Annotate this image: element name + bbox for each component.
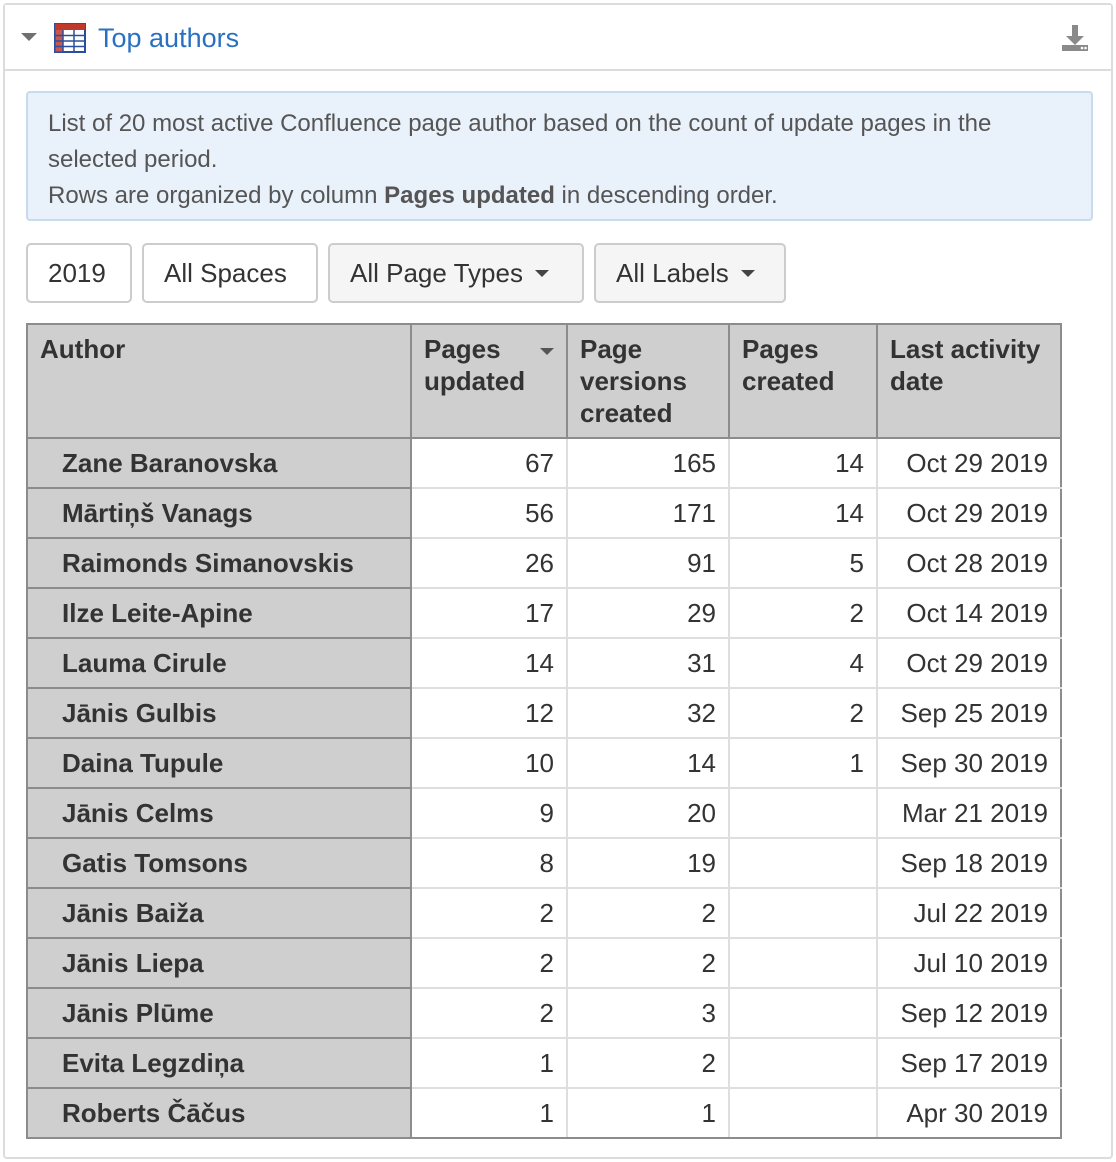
pages-updated-cell: 14	[411, 638, 567, 688]
info-line-1: List of 20 most active Confluence page author based on the count of update pages in the selected period.	[48, 110, 992, 173]
pages-updated-cell: 67	[411, 438, 567, 488]
sort-descending-icon	[540, 348, 554, 355]
pages-created-cell: 14	[729, 438, 877, 488]
author-cell: Zane Baranovska	[27, 438, 411, 488]
last-activity-cell: Sep 18 2019	[877, 838, 1061, 888]
panel-header	[5, 5, 1111, 71]
top-authors-panel	[3, 3, 1113, 1159]
info-line-2-bold: Pages updated	[384, 182, 555, 209]
page-versions-cell: 14	[567, 738, 729, 788]
page-versions-cell: 29	[567, 588, 729, 638]
pages-created-cell: 5	[729, 538, 877, 588]
table-row	[27, 988, 1061, 1038]
info-line-2-suffix: in descending order.	[554, 182, 778, 209]
table-header-row	[27, 324, 1061, 438]
last-activity-cell: Oct 29 2019	[877, 438, 1061, 488]
last-activity-cell: Sep 25 2019	[877, 688, 1061, 738]
author-cell: Jānis Celms	[27, 788, 411, 838]
author-cell: Raimonds Simanovskis	[27, 538, 411, 588]
info-line-2-prefix: Rows are organized by column	[48, 182, 385, 209]
page-versions-cell: 31	[567, 638, 729, 688]
last-activity-cell: Sep 17 2019	[877, 1038, 1061, 1088]
last-activity-cell: Sep 12 2019	[877, 988, 1061, 1038]
pages-updated-cell: 2	[411, 888, 567, 938]
pages-updated-cell: 1	[411, 1038, 567, 1088]
column-header-page-versions-created[interactable]: Page versions created	[567, 324, 729, 438]
pages-updated-cell: 8	[411, 838, 567, 888]
collapse-toggle-icon[interactable]	[21, 33, 37, 41]
authors-table	[26, 323, 1062, 1139]
column-header-pages-updated[interactable]	[411, 324, 567, 438]
page-versions-cell: 165	[567, 438, 729, 488]
pages-updated-cell: 9	[411, 788, 567, 838]
table-row	[27, 588, 1061, 638]
page-versions-cell: 171	[567, 488, 729, 538]
pages-updated-cell: 10	[411, 738, 567, 788]
pages-created-cell: 2	[729, 688, 877, 738]
table-body	[27, 438, 1061, 1138]
chevron-down-icon	[535, 270, 549, 277]
author-cell: Gatis Tomsons	[27, 838, 411, 888]
pages-updated-cell: 17	[411, 588, 567, 638]
page-types-label: All Page Types	[350, 257, 523, 288]
last-activity-cell: Oct 14 2019	[877, 588, 1061, 638]
pages-created-cell	[729, 938, 877, 988]
labels-label: All Labels	[616, 257, 729, 288]
table-row	[27, 638, 1061, 688]
last-activity-cell: Apr 30 2019	[877, 1088, 1061, 1138]
pages-created-cell	[729, 1038, 877, 1088]
pages-updated-cell: 2	[411, 988, 567, 1038]
pages-updated-cell: 1	[411, 1088, 567, 1138]
pages-updated-cell: 56	[411, 488, 567, 538]
chevron-down-icon	[741, 270, 755, 277]
last-activity-cell: Sep 30 2019	[877, 738, 1061, 788]
pages-updated-label: Pages updated	[424, 334, 526, 396]
pages-created-cell	[729, 838, 877, 888]
page-versions-cell: 91	[567, 538, 729, 588]
table-row	[27, 688, 1061, 738]
info-line-2	[48, 178, 1071, 214]
last-activity-cell: Oct 29 2019	[877, 638, 1061, 688]
pages-updated-cell: 2	[411, 938, 567, 988]
pages-created-cell: 1	[729, 738, 877, 788]
author-cell: Jānis Plūme	[27, 988, 411, 1038]
column-header-pages-created[interactable]: Pages created	[729, 324, 877, 438]
table-row	[27, 938, 1061, 988]
author-cell: Daina Tupule	[27, 738, 411, 788]
author-cell: Ilze Leite-Apine	[27, 588, 411, 638]
last-activity-cell: Mar 21 2019	[877, 788, 1061, 838]
year-filter-button[interactable]	[26, 243, 132, 303]
last-activity-cell: Oct 29 2019	[877, 488, 1061, 538]
page-versions-cell: 1	[567, 1088, 729, 1138]
table-row	[27, 438, 1061, 488]
author-cell: Jānis Baiža	[27, 888, 411, 938]
last-activity-cell: Jul 10 2019	[877, 938, 1061, 988]
column-header-last-activity-date[interactable]: Last activity date	[877, 324, 1061, 438]
table-row	[27, 1038, 1061, 1088]
page-versions-cell: 2	[567, 938, 729, 988]
spaces-filter-button[interactable]	[142, 243, 318, 303]
page-versions-cell: 2	[567, 888, 729, 938]
pages-created-cell: 4	[729, 638, 877, 688]
table-row	[27, 838, 1061, 888]
last-activity-cell: Oct 28 2019	[877, 538, 1061, 588]
page-versions-cell: 32	[567, 688, 729, 738]
table-row	[27, 738, 1061, 788]
table-row	[27, 538, 1061, 588]
pages-created-cell	[729, 988, 877, 1038]
pages-created-cell	[729, 1088, 877, 1138]
table-row	[27, 488, 1061, 538]
author-cell: Lauma Cirule	[27, 638, 411, 688]
pages-created-cell: 14	[729, 488, 877, 538]
pages-updated-cell: 12	[411, 688, 567, 738]
author-cell: Jānis Liepa	[27, 938, 411, 988]
info-box	[26, 91, 1093, 221]
page-versions-cell: 2	[567, 1038, 729, 1088]
author-cell: Mārtiņš Vanags	[27, 488, 411, 538]
pages-updated-cell: 26	[411, 538, 567, 588]
page-versions-cell: 19	[567, 838, 729, 888]
pages-created-cell	[729, 888, 877, 938]
panel-title[interactable]: Top authors	[98, 23, 240, 53]
column-header-author[interactable]: Author	[27, 324, 411, 438]
table-row	[27, 1088, 1061, 1138]
year-filter-label: 2019	[48, 257, 106, 288]
spaces-filter-label: All Spaces	[164, 257, 287, 288]
pages-created-cell: 2	[729, 588, 877, 638]
author-cell: Jānis Gulbis	[27, 688, 411, 738]
author-cell: Evita Legzdiņa	[27, 1038, 411, 1088]
download-icon[interactable]	[1061, 23, 1089, 53]
page-types-dropdown[interactable]	[328, 243, 584, 303]
table-row	[27, 888, 1061, 938]
page-versions-cell: 20	[567, 788, 729, 838]
last-activity-cell: Jul 22 2019	[877, 888, 1061, 938]
table-row	[27, 788, 1061, 838]
page-versions-cell: 3	[567, 988, 729, 1038]
author-cell: Roberts Čāčus	[27, 1088, 411, 1138]
pages-created-cell	[729, 788, 877, 838]
labels-dropdown[interactable]	[594, 243, 786, 303]
table-icon	[54, 23, 86, 53]
